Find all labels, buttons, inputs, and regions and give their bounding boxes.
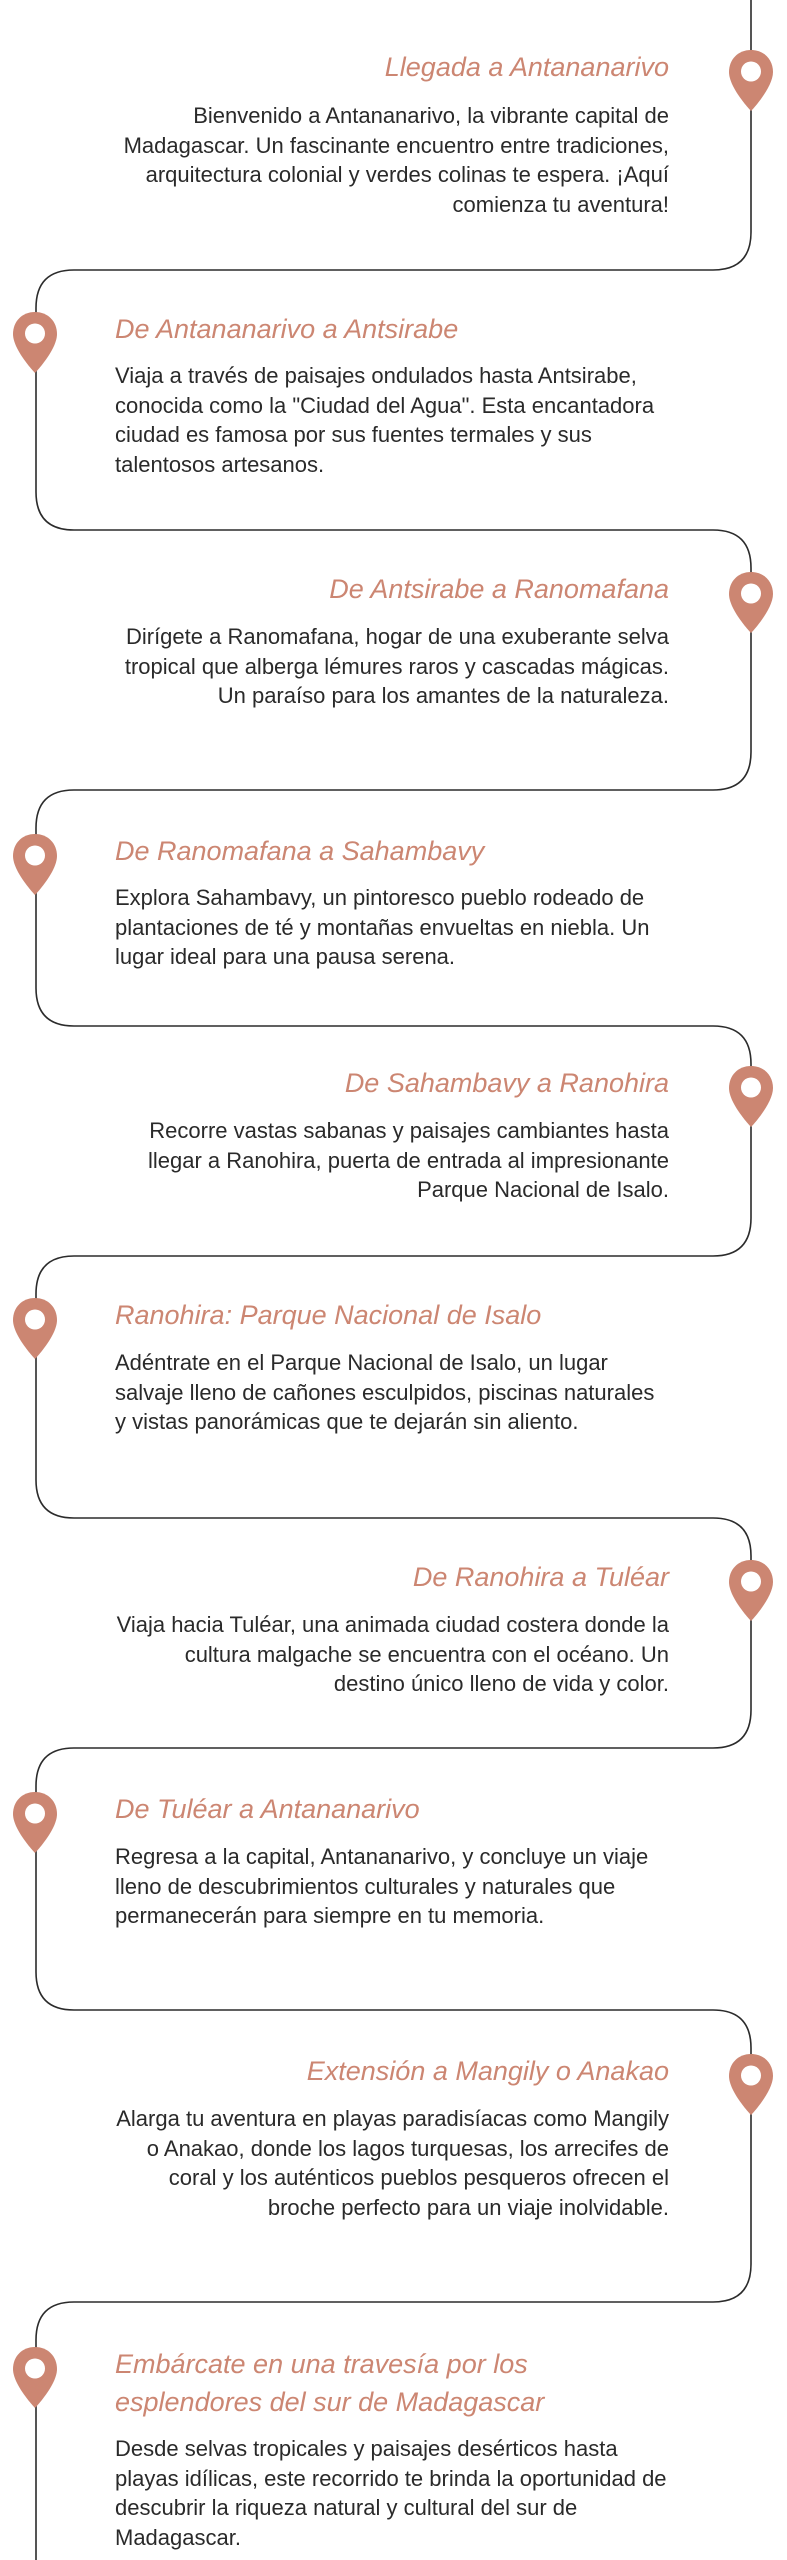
map-pin-icon bbox=[726, 2052, 776, 2118]
map-pin-icon bbox=[10, 310, 60, 376]
step-description: Dirígete a Ranomafana, hogar de una exuberante selva tropical que alberga lémures raros y cascadas mágicas. Un paraíso para los amantes de la naturaleza. bbox=[124, 624, 669, 708]
step-title: De Tuléar a Antananarivo bbox=[115, 1794, 420, 1824]
step-description: Bienvenido a Antananarivo, la vibrante capital de Madagascar. Un fascinante encuentro entre tradiciones, arquitectura colonial y verdes colinas te espera. ¡Aquí comienza tu aventura! bbox=[123, 103, 669, 217]
step-title: De Antsirabe a Ranomafana bbox=[329, 574, 669, 604]
step-description: Explora Sahambavy, un pintoresco pueblo rodeado de plantaciones de té y montañas envueltas en niebla. Un lugar ideal para una pausa serena. bbox=[115, 885, 650, 969]
step-description: Viaja hacia Tuléar, una animada ciudad costera donde la cultura malgache se encuentra con el océano. Un destino único lleno de vida y color. bbox=[116, 1612, 669, 1696]
step-description: Viaja a través de paisajes ondulados hasta Antsirabe, conocida como la "Ciudad del Agua". Esta encantadora ciudad es famosa por sus fuentes termales y sus talentosos artesanos. bbox=[115, 363, 655, 477]
map-pin-icon bbox=[726, 48, 776, 114]
step-title: Llegada a Antananarivo bbox=[384, 52, 669, 82]
step-title: Extensión a Mangily o Anakao bbox=[306, 2056, 669, 2086]
step-description: Alarga tu aventura en playas paradisíacas como Mangily o Anakao, donde los lagos turquesas, los arrecifes de coral y los auténticos pueblos pesqueros ofrecen el broche perfecto para un viaje inolvidable. bbox=[116, 2106, 669, 2220]
map-pin-icon bbox=[10, 1296, 60, 1362]
step-title: Embárcate en una travesía por los esplendores del sur de Madagascar bbox=[115, 2349, 545, 2417]
step-description: Regresa a la capital, Antananarivo, y concluye un viaje lleno de descubrimientos culturales y naturales que permanecerán para siempre en tu memoria. bbox=[115, 1844, 649, 1928]
step-title: De Antananarivo a Antsirabe bbox=[115, 314, 459, 344]
step-title: De Ranohira a Tuléar bbox=[412, 1562, 669, 1592]
map-pin-icon bbox=[726, 1558, 776, 1624]
step-title: De Ranomafana a Sahambavy bbox=[115, 836, 485, 866]
step-description: Recorre vastas sabanas y paisajes cambiantes hasta llegar a Ranohira, puerta de entrada al impresionante Parque Nacional de Isalo. bbox=[148, 1118, 669, 1202]
step-description: Adéntrate en el Parque Nacional de Isalo, un lugar salvaje lleno de cañones esculpidos, piscinas naturales y vistas panorámicas que te dejarán sin aliento. bbox=[115, 1350, 655, 1434]
step-description: Desde selvas tropicales y paisajes desérticos hasta playas idílicas, este recorrido te brinda la oportunidad de descubrir la riqueza natural y cultural del sur de Madagascar. bbox=[115, 2436, 667, 2550]
step-title: Ranohira: Parque Nacional de Isalo bbox=[115, 1300, 542, 1330]
map-pin-icon bbox=[10, 1790, 60, 1856]
map-pin-icon bbox=[10, 2345, 60, 2411]
step-title: De Sahambavy a Ranohira bbox=[344, 1068, 669, 1098]
map-pin-icon bbox=[726, 1064, 776, 1130]
map-pin-icon bbox=[10, 832, 60, 898]
map-pin-icon bbox=[726, 570, 776, 636]
